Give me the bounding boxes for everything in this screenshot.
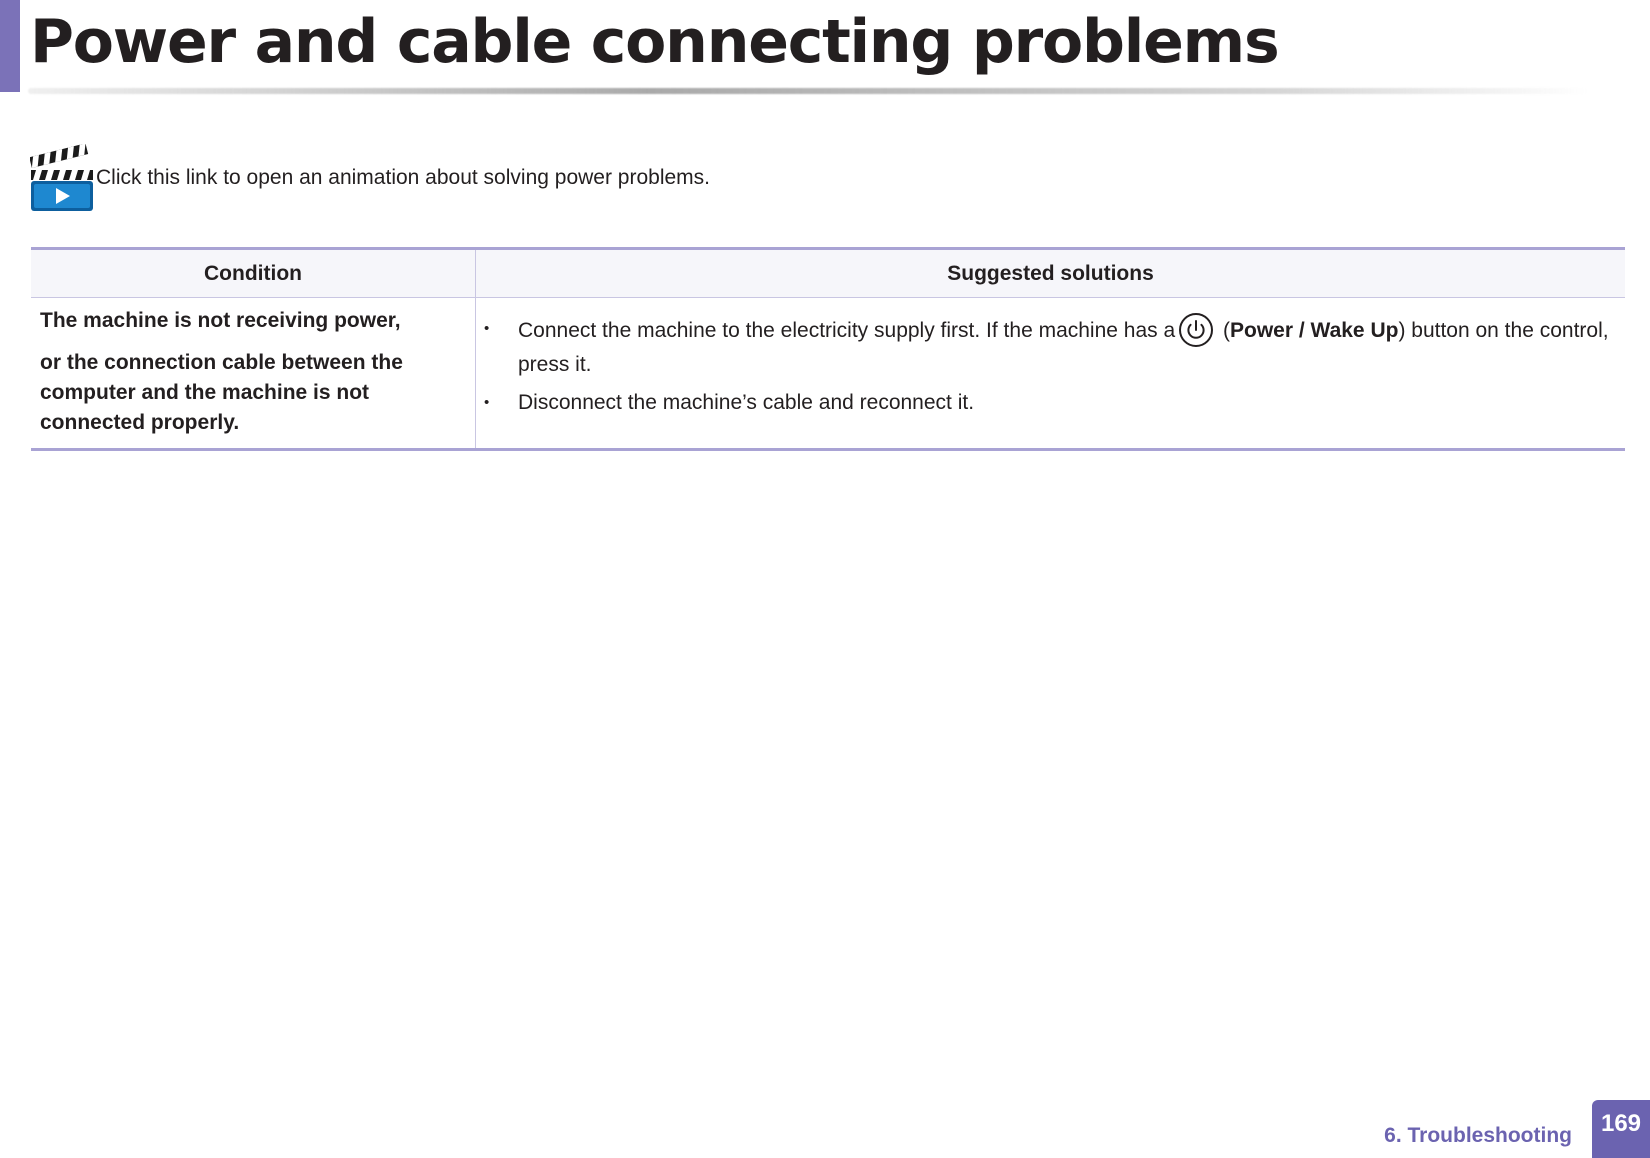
solution-text: ( <box>1217 319 1230 342</box>
animation-link-row[interactable] <box>30 144 710 212</box>
solution-text: ) button on the control, press it. <box>518 319 1609 376</box>
troubleshooting-table <box>31 247 1625 451</box>
page-title: Power and cable connecting problems <box>30 7 1279 77</box>
table-header-row <box>31 249 1625 298</box>
solutions-list <box>484 312 1615 420</box>
button-name: Power / Wake Up <box>1230 319 1399 342</box>
solution-text: Disconnect the machine’s cable and reconnect it. <box>518 391 975 414</box>
section-label: 6. Troubleshooting <box>1384 1124 1572 1147</box>
animation-link[interactable]: Click this link to open an animation about solving power problems. <box>96 166 710 189</box>
page-number: 169 <box>1592 1100 1650 1158</box>
solutions-column-header: Suggested solutions <box>476 249 1626 298</box>
list-item <box>484 312 1615 382</box>
list-item <box>484 386 1615 420</box>
solutions-cell <box>476 298 1626 450</box>
title-accent-bar <box>0 0 20 92</box>
condition-text: The machine is not receiving power, <box>40 309 401 332</box>
table-row <box>31 298 1625 450</box>
clapperboard-play-icon[interactable] <box>30 144 94 212</box>
condition-text: or the connection cable between the computer and the machine is not connected properly. <box>40 351 403 434</box>
page-footer <box>1384 1100 1650 1158</box>
power-icon <box>1178 312 1214 348</box>
condition-column-header: Condition <box>31 249 476 298</box>
solution-text: Connect the machine to the electricity supply first. If the machine has a <box>518 319 1176 342</box>
condition-cell <box>31 298 476 450</box>
title-divider <box>28 88 1588 94</box>
